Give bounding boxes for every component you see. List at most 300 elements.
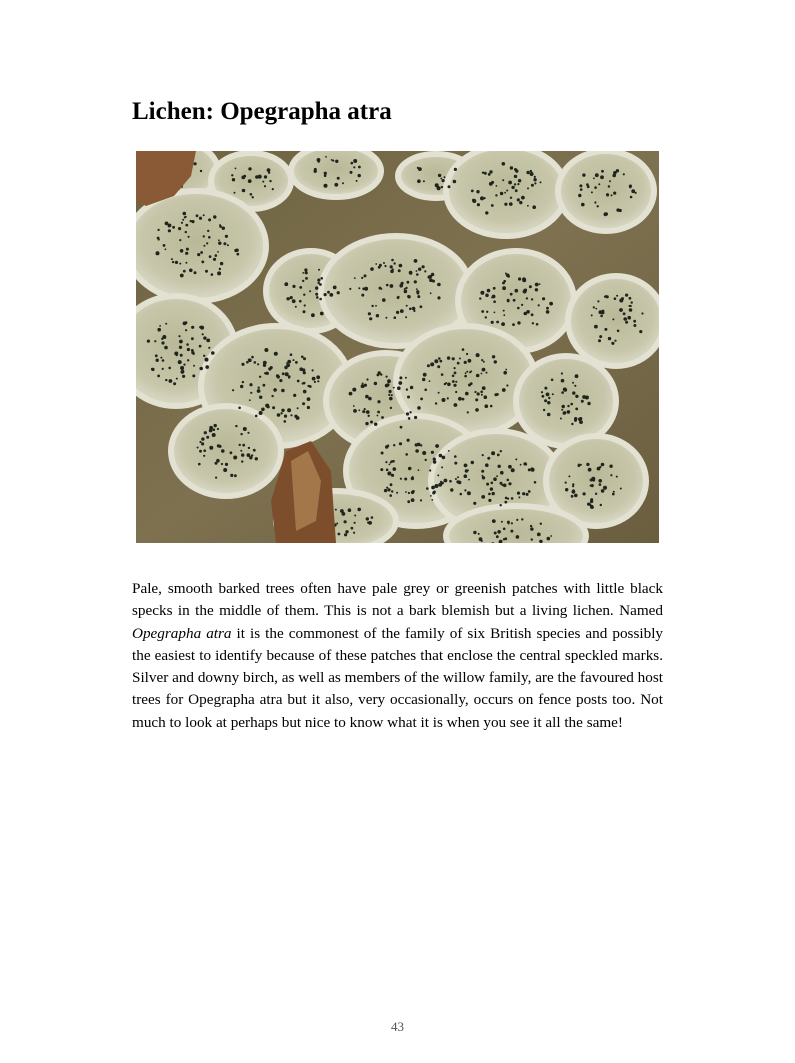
lichen-speck [284, 415, 287, 418]
lichen-speck [409, 308, 412, 311]
lichen-speck [181, 222, 183, 224]
lichen-speck [378, 266, 381, 269]
lichen-speck [467, 411, 469, 413]
lichen-speck [612, 318, 614, 320]
lichen-speck [462, 398, 465, 401]
lichen-speck [405, 491, 407, 493]
lichen-speck [168, 367, 171, 370]
lichen-speck [595, 173, 599, 177]
lichen-speck [437, 474, 439, 476]
lichen-speck [303, 294, 305, 296]
lichen-speck [616, 295, 618, 297]
lichen-speck [368, 521, 372, 525]
lichen-speck [532, 322, 534, 324]
lichen-speck [353, 532, 355, 534]
lichen-speck [400, 309, 404, 313]
lichen-speck [506, 190, 508, 192]
lichen-speck [598, 479, 602, 483]
lichen-speck [418, 268, 421, 271]
lichen-speck [479, 537, 483, 541]
lichen-speck [269, 180, 271, 182]
lichen-speck [266, 372, 269, 375]
lichen-speck [531, 538, 533, 540]
lichen-speck [386, 487, 388, 489]
paragraph-part1: Pale, smooth barked trees often have pale grey or greenish patches with little black specks in the middle of them. This is not a bark blemish but a living lichen. Named [132, 580, 663, 620]
lichen-speck [420, 444, 422, 446]
lichen-speck [567, 410, 571, 414]
lichen-speck [358, 174, 361, 177]
lichen-speck [464, 375, 467, 378]
lichen-speck [263, 384, 266, 387]
lichen-speck [311, 313, 315, 317]
lichen-speck [366, 378, 368, 380]
lichen-speck [531, 313, 534, 316]
lichen-speck [460, 493, 463, 496]
lichen-speck [491, 297, 493, 299]
lichen-speck [249, 456, 252, 459]
lichen-speck [397, 386, 401, 390]
lichen-speck [203, 336, 206, 339]
lichen-speck [274, 352, 278, 356]
lichen-speck [392, 268, 394, 270]
lichen-speck [594, 325, 598, 329]
lichen-speck [400, 426, 403, 429]
lichen-speck [415, 449, 419, 453]
lichen-speck [594, 201, 596, 203]
lichen-speck [617, 330, 620, 333]
lichen-speck [248, 167, 251, 170]
lichen-speck [286, 363, 290, 367]
lichen-speck [590, 500, 593, 503]
lichen-speck [508, 523, 510, 525]
lichen-speck [464, 464, 468, 468]
lichen-speck [391, 490, 393, 492]
lichen-speck [413, 310, 415, 312]
lichen-speck [441, 482, 444, 485]
lichen-speck [199, 441, 201, 443]
lichen-speck [631, 189, 635, 193]
lichen-speck [317, 380, 319, 382]
lichen-speck [604, 212, 608, 216]
lichen-speck [447, 397, 449, 399]
lichen-speck [221, 463, 223, 465]
lichen-speck [601, 463, 605, 467]
lichen-speck [377, 415, 379, 417]
lichen-speck [213, 258, 216, 261]
lichen-speck [213, 428, 216, 431]
lichen-speck [180, 274, 184, 278]
lichen-speck [427, 364, 430, 367]
lichen-speck [598, 339, 601, 342]
lichen-speck [604, 328, 607, 331]
lichen-speck [319, 298, 322, 301]
lichen-speck [305, 271, 308, 274]
lichen-speck [220, 262, 223, 265]
lichen-speck [389, 390, 392, 393]
lichen-speck [227, 244, 229, 246]
lichen-speck [297, 407, 299, 409]
lichen-speck [477, 392, 480, 395]
lichen-speck [570, 403, 573, 406]
lichen-speck [504, 203, 507, 206]
lichen-speck [329, 293, 333, 297]
lichen-speck [505, 369, 507, 371]
lichen-speck [597, 205, 599, 207]
lichen-speck [464, 474, 468, 478]
lichen-speck [203, 455, 205, 457]
lichen-speck [292, 299, 296, 303]
lichen-speck [593, 177, 595, 179]
lichen-speck [206, 339, 210, 343]
lichen-speck [181, 370, 184, 373]
lichen-speck [583, 492, 586, 495]
lichen-speck [571, 495, 574, 498]
lichen-speck [531, 467, 534, 470]
lichen-speck [407, 439, 410, 442]
lichen-speck [287, 408, 291, 412]
lichen-speck [609, 180, 611, 182]
lichen-speck [503, 280, 506, 283]
lichen-speck [338, 533, 341, 536]
lichen-speck [568, 475, 570, 477]
lichen-speck [417, 406, 421, 410]
lichen-speck [194, 162, 197, 165]
lichen-speck [165, 222, 169, 226]
lichen-speck [198, 463, 201, 466]
lichen-speck [399, 442, 402, 445]
lichen-speck [633, 320, 636, 323]
lichen-speck [520, 464, 522, 466]
lichen-speck [387, 488, 390, 491]
lichen-speck [484, 395, 488, 399]
lichen-speck [523, 290, 527, 294]
lichen-speck [625, 294, 628, 297]
lichen-speck [491, 204, 494, 207]
lichen-speck [290, 414, 292, 416]
lichen-speck [534, 176, 536, 178]
lichen-speck [442, 179, 445, 182]
lichen-speck [561, 372, 563, 374]
lichen-speck [353, 409, 357, 413]
lichen-speck [437, 296, 440, 299]
lichen-speck [629, 186, 631, 188]
lichen-speck [401, 282, 404, 285]
lichen-speck [335, 160, 338, 163]
lichen-speck [512, 323, 515, 326]
lichen-speck [236, 253, 239, 256]
lichen-speck [176, 354, 178, 356]
lichen-speck [507, 479, 510, 482]
lichen-speck [200, 326, 204, 330]
page-number: 43 [391, 1019, 404, 1034]
lichen-speck [405, 377, 407, 379]
lichen-speck [580, 188, 583, 191]
lichen-speck [385, 461, 387, 463]
lichen-speck [230, 451, 233, 454]
lichen-speck [320, 277, 323, 280]
lichen-speck [441, 466, 443, 468]
lichen-speck [411, 498, 415, 502]
lichen-speck [202, 333, 204, 335]
lichen-speck [426, 487, 429, 490]
lichen-speck [611, 342, 614, 345]
lichen-speck [484, 197, 486, 199]
lichen-speck [633, 324, 636, 327]
lichen-speck [370, 267, 374, 271]
lichen-speck [324, 174, 327, 177]
lichen-speck [500, 192, 503, 195]
lichen-speck [516, 535, 520, 539]
lichen-speck [454, 455, 457, 458]
lichen-speck [540, 181, 542, 183]
lichen-speck [362, 410, 365, 413]
lichen-speck [485, 463, 489, 467]
lichen-speck [302, 272, 304, 274]
lichen-speck [447, 356, 450, 359]
lichen-speck [389, 397, 393, 401]
lichen-speck [211, 273, 214, 276]
lichen-speck [317, 279, 320, 282]
lichen-speck [307, 406, 310, 409]
lichen-speck [526, 493, 529, 496]
lichen-speck [526, 310, 530, 314]
lichen-speck [408, 492, 410, 494]
lichen-speck [183, 364, 185, 366]
lichen-speck [410, 273, 412, 275]
lichen-speck [594, 186, 597, 189]
lichen-speck [629, 308, 633, 312]
lichen-speck [335, 509, 337, 511]
lichen-speck [389, 494, 392, 497]
lichen-speck [482, 454, 484, 456]
paragraph-part2: it is the commonest of the family of six British species and possibly the easiest to identify because of these patches that enclose the central speckled marks. Silver and downy birch, as well as members of the willow family, are the favoured host trees for Opegrapha atra but it also, very occasionally, occurs on fence posts too. Not much to look at perhaps but nice to know what it is when you see it all the same! [132, 624, 664, 731]
lichen-speck [388, 472, 391, 475]
lichen-speck [503, 528, 506, 531]
lichen-speck [587, 503, 590, 506]
lichen-speck [172, 226, 175, 229]
lichen-speck [599, 466, 601, 468]
lichen-speck [575, 374, 579, 378]
lichen-speck [475, 408, 479, 412]
lichen-speck [193, 353, 195, 355]
lichen-speck [486, 311, 488, 313]
lichen-speck [491, 482, 494, 485]
lichen-speck [530, 529, 532, 531]
lichen-speck [508, 181, 512, 185]
lichen-speck [270, 366, 273, 369]
lichen-speck [157, 375, 160, 378]
lichen-speck [185, 252, 188, 255]
lichen-speck [431, 273, 434, 276]
lichen-speck [312, 377, 316, 381]
lichen-speck [423, 373, 427, 377]
lichen-speck [241, 460, 243, 462]
lichen-speck [186, 248, 189, 251]
lichen-speck [546, 307, 549, 310]
lichen-speck [362, 383, 364, 385]
lichen-speck [447, 383, 451, 387]
lichen-speck [515, 289, 519, 293]
lichen-speck [247, 432, 249, 434]
lichen-speck [444, 383, 446, 385]
lichen-speck [303, 382, 306, 385]
lichen-speck [351, 162, 354, 165]
lichen-speck [430, 495, 432, 497]
lichen-speck [613, 171, 617, 175]
lichen-speck [508, 465, 512, 469]
lichen-speck [483, 361, 485, 363]
lichen-speck [407, 500, 410, 503]
lichen-speck [156, 251, 160, 255]
lichen-speck [571, 423, 573, 425]
lichen-speck [325, 156, 327, 158]
lichen-speck [462, 348, 465, 351]
lichen-speck [435, 484, 439, 488]
lichen-speck [302, 402, 305, 405]
lichen-speck [242, 381, 244, 383]
lichen-speck [457, 476, 459, 478]
lichen-speck [507, 300, 510, 303]
lichen-speck [324, 184, 328, 188]
lichen-speck [494, 312, 496, 314]
lichen-speck [264, 175, 267, 178]
lichen-speck [430, 292, 432, 294]
lichen-speck [205, 358, 209, 362]
lichen-speck [299, 286, 302, 289]
lichen-speck [203, 355, 205, 357]
lichen-speck [510, 166, 513, 169]
lichen-speck [417, 295, 420, 298]
lichen-speck [353, 405, 355, 407]
lichen-speck [578, 464, 580, 466]
lichen-speck [495, 194, 497, 196]
lichen-speck [286, 297, 289, 300]
lichen-speck [399, 264, 403, 268]
lichen-speck [485, 404, 489, 408]
lichen-speck [591, 191, 593, 193]
lichen-speck [391, 259, 394, 262]
lichen-speck [215, 477, 217, 479]
lichen-speck [216, 459, 220, 463]
lichen-speck [491, 321, 494, 324]
lichen-speck [332, 160, 334, 162]
lichen-speck [294, 415, 297, 418]
lichen-speck [303, 357, 306, 360]
lichen-speck [550, 535, 552, 537]
lichen-speck [539, 540, 542, 543]
lichen-speck [208, 218, 211, 221]
lichen-speck [493, 477, 497, 481]
lichen-speck [191, 220, 194, 223]
lichen-speck [601, 170, 604, 173]
lichen-speck [185, 231, 187, 233]
lichen-speck [290, 296, 293, 299]
lichen-speck [157, 237, 160, 240]
lichen-speck [194, 271, 197, 274]
lichen-speck [635, 192, 637, 194]
lichen-speck [424, 270, 426, 272]
lichen-speck [432, 491, 435, 494]
species-name: Opegrapha atra [132, 624, 232, 642]
lichen-speck [503, 371, 507, 375]
lichen-speck [180, 249, 184, 253]
lichen-speck [320, 312, 324, 316]
lichen-speck [623, 317, 627, 321]
lichen-speck [464, 361, 467, 364]
lichen-speck [384, 265, 386, 267]
lichen-speck [518, 277, 521, 280]
lichen-speck [591, 484, 594, 487]
lichen-speck [206, 242, 208, 244]
lichen-speck [162, 359, 165, 362]
lichen-speck [552, 393, 554, 395]
lichen-patch [516, 356, 616, 446]
lichen-speck [248, 447, 250, 449]
lichen-speck [393, 467, 397, 471]
lichen-speck [284, 282, 288, 286]
lichen-speck [388, 394, 390, 396]
lichen-speck [563, 411, 567, 415]
lichen-speck [601, 311, 605, 315]
lichen-speck [620, 488, 622, 490]
lichen-speck [235, 425, 237, 427]
lichen-speck [265, 404, 269, 408]
lichen-speck [410, 386, 413, 389]
lichen-speck [517, 198, 520, 201]
lichen-speck [156, 359, 159, 362]
lichen-speck [393, 262, 395, 264]
lichen-speck [235, 249, 238, 252]
lichen-speck [354, 515, 356, 517]
lichen-speck [304, 268, 307, 271]
lichen-speck [424, 389, 427, 392]
lichen-speck [199, 450, 202, 453]
lichen-speck [448, 185, 451, 188]
lichen-speck [353, 166, 355, 168]
lichen-speck [496, 475, 498, 477]
lichen-speck [253, 449, 256, 452]
lichen-speck [223, 242, 226, 245]
lichen-speck [601, 489, 605, 493]
lichen-speck [504, 192, 506, 194]
lichen-speck [481, 470, 484, 473]
lichen-speck [561, 379, 565, 383]
lichen-speck [494, 532, 497, 535]
lichen-speck [526, 297, 528, 299]
lichen-speck [501, 484, 503, 486]
lichen-speck [590, 479, 593, 482]
lichen-speck [542, 395, 545, 398]
lichen-speck [466, 371, 468, 373]
lichen-speck [518, 179, 521, 182]
lichen-speck [547, 413, 551, 417]
lichen-speck [600, 175, 604, 179]
lichen-speck [160, 357, 162, 359]
lichen-speck [429, 380, 431, 382]
lichen-speck [378, 371, 381, 374]
lichen-speck [544, 387, 547, 390]
lichen-speck [546, 310, 550, 314]
lichen-speck [272, 188, 274, 190]
lichen-speck [481, 373, 483, 375]
lichen-speck [452, 380, 455, 383]
lichen-speck [398, 381, 402, 385]
lichen-speck [641, 312, 643, 314]
lichen-speck [481, 359, 483, 361]
lichen-speck [219, 268, 221, 270]
lichen-speck [400, 478, 402, 480]
lichen-speck [241, 176, 245, 180]
